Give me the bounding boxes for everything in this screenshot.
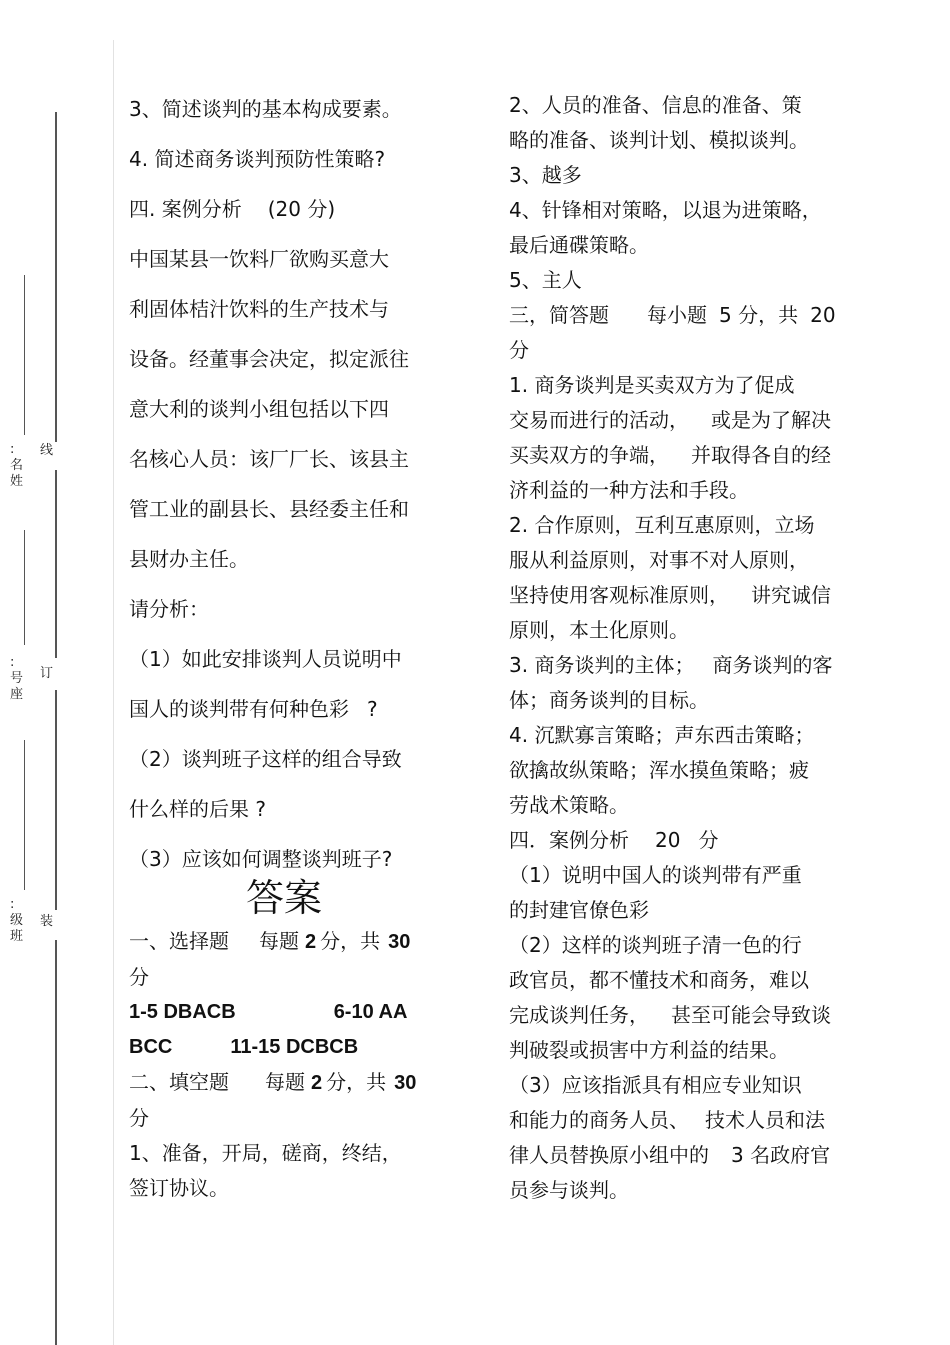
case-answer-3-line-2: [509, 1103, 864, 1138]
text-segment: 交易而进行的活动，: [509, 408, 689, 432]
fill-answer-4-line-2: 最后通碟策略。: [509, 233, 649, 257]
short-answer-3-line-2: 体；商务谈判的目标。: [509, 688, 709, 712]
binding-line-segment: [55, 690, 57, 910]
fill-answer-4-line-1: 4、针锋相对策略，以退为进策略，: [509, 198, 822, 222]
case-line: 设备。经董事会决定，拟定派往: [129, 347, 409, 371]
case-answer-2-line-4: 判破裂或损害中方利益的结果。: [509, 1038, 789, 1062]
text-segment: 3 名政府官: [731, 1143, 831, 1167]
short-answer-2-line-2: 服从利益原则，对事不对人原则，: [509, 548, 809, 572]
section-1-title: 一、选择题: [129, 929, 229, 953]
short-answer-4-line-3: 劳战术策略。: [509, 793, 629, 817]
section-3-heading: [509, 298, 864, 333]
fill-answer-2-line-2: 略的准备、谈判计划、模拟谈判。: [509, 128, 809, 152]
short-answer-2-line-3: [509, 578, 864, 613]
case-line: 利固体桔汁饮料的生产技术与: [129, 297, 389, 321]
case-answer-3-line-1: （3）应该指派具有相应专业知识: [509, 1073, 802, 1097]
binding-line-segment: [55, 470, 57, 658]
fill-answer-5: 5、主人: [509, 268, 582, 292]
short-answer-4-line-1: 4. 沉默寡言策略；声东西击策略；: [509, 723, 815, 747]
order-label: 订: [40, 666, 54, 681]
case-line: 名核心人员：该厂厂长、该县主: [129, 447, 409, 471]
please-analyze: 请分析：: [129, 597, 209, 621]
section-3-title: 三，简答题: [509, 303, 609, 327]
case-answer-2-line-1: （2）这样的谈判班子清一色的行: [509, 933, 802, 957]
mc-answers-line-2: [129, 1030, 469, 1065]
sub-question-1-line-1: （1）如此安排谈判人员说明中: [129, 647, 402, 671]
section-2-unit: 分: [129, 1106, 149, 1130]
section-2-total-label: 分，共: [326, 1070, 387, 1094]
case-answer-2-line-2: 政官员，都不懂技术和商务，难以: [509, 968, 809, 992]
mc-answers-6-10: 6-10 AA: [333, 1001, 408, 1023]
case-answer-score: 20: [655, 828, 681, 852]
binding-line-segment: [55, 940, 57, 1345]
case-answer-unit: 分: [698, 828, 719, 852]
case-line: 中国某县一饮料厂欲购买意大: [129, 247, 389, 271]
section-3-total: 20: [810, 303, 836, 327]
class-field-line: [24, 740, 25, 890]
class-label: :级班: [10, 897, 24, 944]
text-segment: 并取得各自的经: [691, 443, 831, 467]
case-answer-3-line-3: [509, 1138, 864, 1173]
fill-answer-1-line-1: 1、准备，开局，磋商，终结，: [129, 1141, 402, 1165]
text-segment: 完成谈判任务，: [509, 1003, 649, 1027]
short-answer-3-line-1: [509, 648, 864, 683]
mc-answers-line-1: [129, 995, 469, 1030]
section-3-per: 每小题: [647, 303, 707, 327]
text-segment: 甚至可能会导致谈: [671, 1003, 831, 1027]
section-1-per: 每题: [259, 929, 299, 953]
section-1-total-label: 分，共: [320, 929, 381, 953]
sub-question-2-line-2: 什么样的后果 ?: [129, 797, 266, 821]
short-answer-1-line-3: [509, 438, 864, 473]
text-segment: 讲究诚信: [751, 583, 831, 607]
section-4-heading: [129, 190, 469, 240]
binding-line-segment: [55, 112, 57, 442]
section-2-per: 每题: [265, 1070, 305, 1094]
seat-field-line: [24, 530, 25, 645]
sub-question-1-text: 国人的谈判带有何种色彩: [129, 697, 349, 721]
name-field-line: [24, 275, 25, 435]
text-segment: 坚持使用客观标准原则，: [509, 583, 729, 607]
text-segment: 或是为了解决: [711, 408, 831, 432]
text-segment: 商务谈判的客: [712, 653, 833, 677]
answer-title: 答案: [246, 876, 323, 920]
section-4-score: (20 分): [267, 197, 336, 221]
text-segment: 技术人员和法: [705, 1108, 825, 1132]
section-3-points: 5 分，共: [719, 303, 799, 327]
short-answer-1-line-2: [509, 403, 864, 438]
right-column: [509, 88, 864, 1208]
short-answer-1-line-4: 济利益的一种方法和手段。: [509, 478, 749, 502]
text-segment: 和能力的商务人员、: [509, 1108, 689, 1132]
line-label: 线: [40, 443, 54, 458]
section-1-total: 30: [388, 931, 411, 953]
section-1-points: 2: [305, 931, 317, 953]
section-2-total: 30: [394, 1072, 417, 1094]
question-3: 3、简述谈判的基本构成要素。: [129, 97, 402, 121]
section-4-title: 四. 案例分析: [129, 197, 242, 221]
sub-question-1-line-2: [129, 690, 469, 740]
section-3-unit: 分: [509, 338, 529, 362]
case-line: 管工业的副县长、县经委主任和: [129, 497, 409, 521]
mc-answers-6-10-cont: BCC: [129, 1036, 173, 1058]
text-segment: 律人员替换原小组中的: [509, 1143, 709, 1167]
short-answer-4-line-2: 欲擒故纵策略；浑水摸鱼策略；疲: [509, 758, 809, 782]
bind-label: 装: [40, 914, 54, 929]
fill-answer-2-line-1: 2、人员的准备、信息的准备、策: [509, 93, 802, 117]
case-line: 县财办主任。: [129, 547, 249, 571]
page-edge-line: [113, 40, 114, 1345]
left-column: [129, 90, 469, 1206]
section-2-heading: [129, 1065, 469, 1101]
sub-question-3: （3）应该如何调整谈判班子?: [129, 847, 393, 871]
fill-answer-3: 3、越多: [509, 163, 582, 187]
section-2-points: 2: [311, 1072, 323, 1094]
short-answer-1-line-1: 1. 商务谈判是买卖双方为了促成: [509, 373, 795, 397]
fill-answer-1-line-2: 签订协议。: [129, 1176, 229, 1200]
case-answer-1-line-1: （1）说明中国人的谈判带有严重: [509, 863, 802, 887]
case-answer-2-line-3: [509, 998, 864, 1033]
case-answer-3-line-4: 员参与谈判。: [509, 1178, 629, 1202]
sub-question-2-line-1: （2）谈判班子这样的组合导致: [129, 747, 402, 771]
case-answer-heading: [509, 823, 864, 858]
case-answer-1-line-2: 的封建官僚色彩: [509, 898, 649, 922]
case-line: 意大利的谈判小组包括以下四: [129, 397, 389, 421]
text-segment: 买卖双方的争端，: [509, 443, 669, 467]
short-answer-2-line-4: 原则，本土化原则。: [509, 618, 689, 642]
section-1-heading: [129, 924, 469, 960]
mc-answers-1-5: 1-5 DBACB: [129, 1001, 236, 1023]
mc-answers-11-15: 11-15 DCBCB: [230, 1036, 359, 1058]
question-4: 4. 简述商务谈判预防性策略?: [129, 147, 386, 171]
section-2-title: 二、填空题: [129, 1070, 229, 1094]
section-1-unit: 分: [129, 965, 149, 989]
case-answer-title: 四．案例分析: [509, 828, 629, 852]
short-answer-2-line-1: 2. 合作原则，互利互惠原则，立场: [509, 513, 815, 537]
binding-margin: [0, 0, 115, 1345]
name-label: :名姓: [10, 442, 24, 489]
text-segment: 3. 商务谈判的主体；: [509, 653, 695, 677]
question-mark: ?: [367, 697, 378, 721]
seat-label: :号座: [10, 655, 24, 702]
